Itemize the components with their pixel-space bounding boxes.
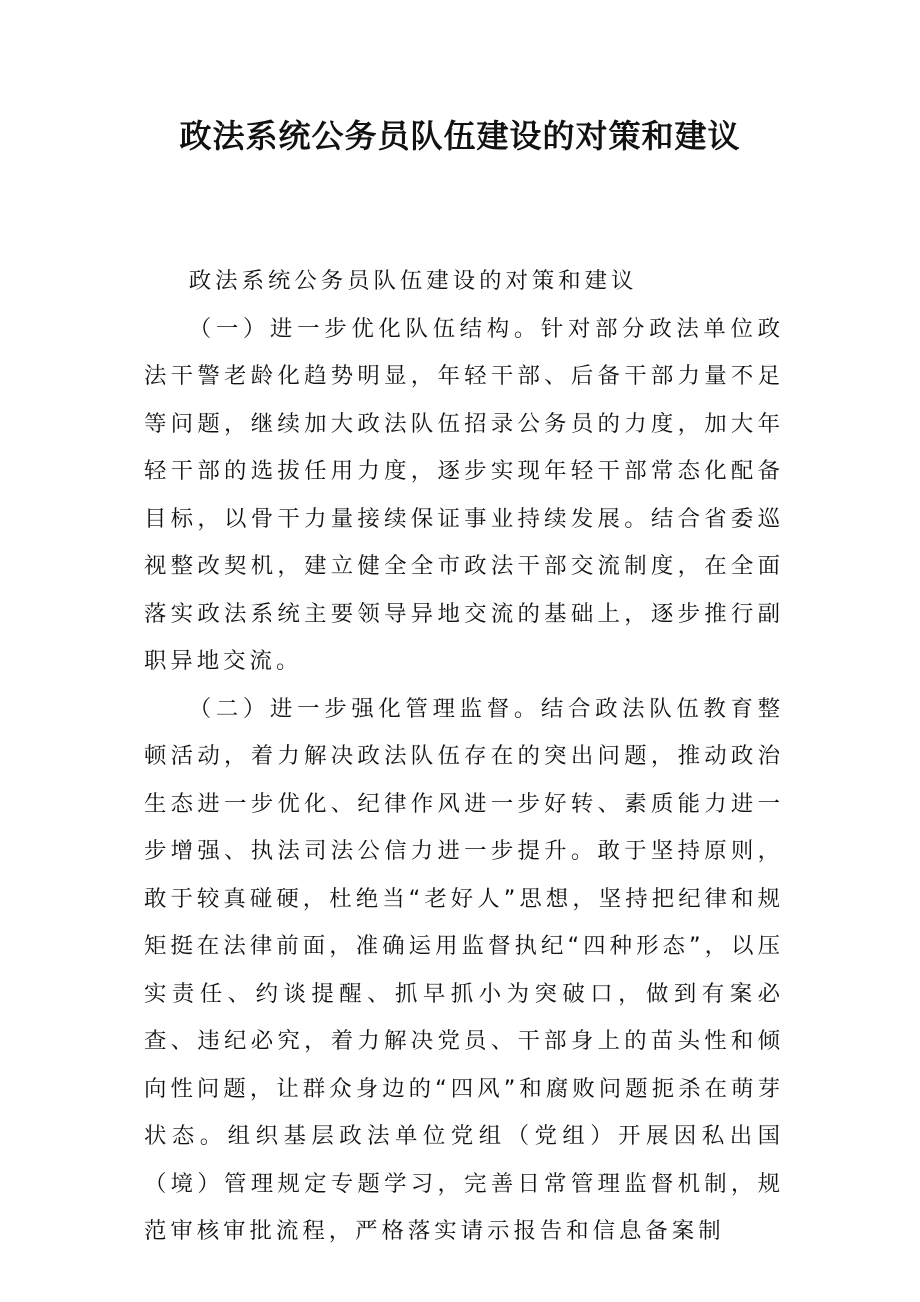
paragraph-optimize-structure: （一）进一步优化队伍结构。针对部分政法单位政法干警老龄化趋势明显，年轻干部、后备干部力量不足等问题，继续加大政法队伍招录公务员的力度，加大年轻干部的选拔任用力度，逐步实现年轻干部常态化配备目标，以骨干力量接续保证事业持续发展。结合省委巡视整改契机，建立健全全市政法干部交流制度，在全面落实政法系统主要领导异地交流的基础上，逐步推行副职异地交流。 <box>144 315 784 674</box>
paragraph-strengthen-supervision: （二）进一步强化管理监督。结合政法队伍教育整顿活动，着力解决政法队伍存在的突出问题，推动政治生态进一步优化、纪律作风进一步好转、素质能力进一步增强、执法司法公信力进一步提升。敢于坚持原则，敢于较真碰硬，杜绝当“老好人”思想，坚持把纪律和规矩挺在法律前面，准确运用监督执纪“四种形态”，以压实责任、约谈提醒、抓早抓小为突破口，做到有案必查、违纪必究，着力解决党员、干部身上的苗头性和倾向性问题，让群众身边的“四风”和腐败问题扼杀在萌芽状态。组织基层政法单位党组（党组）开展因私出国（境）管理规定专题学习，完善日常管理监督机制，规范审核审批流程，严格落实请示报告和信息备案制 <box>144 695 784 1244</box>
paragraph-subtitle: 政法系统公务员队伍建设的对策和建议 <box>188 268 638 294</box>
document-body <box>144 258 784 1256</box>
document-title: 政法系统公务员队伍建设的对策和建议 <box>179 117 741 155</box>
